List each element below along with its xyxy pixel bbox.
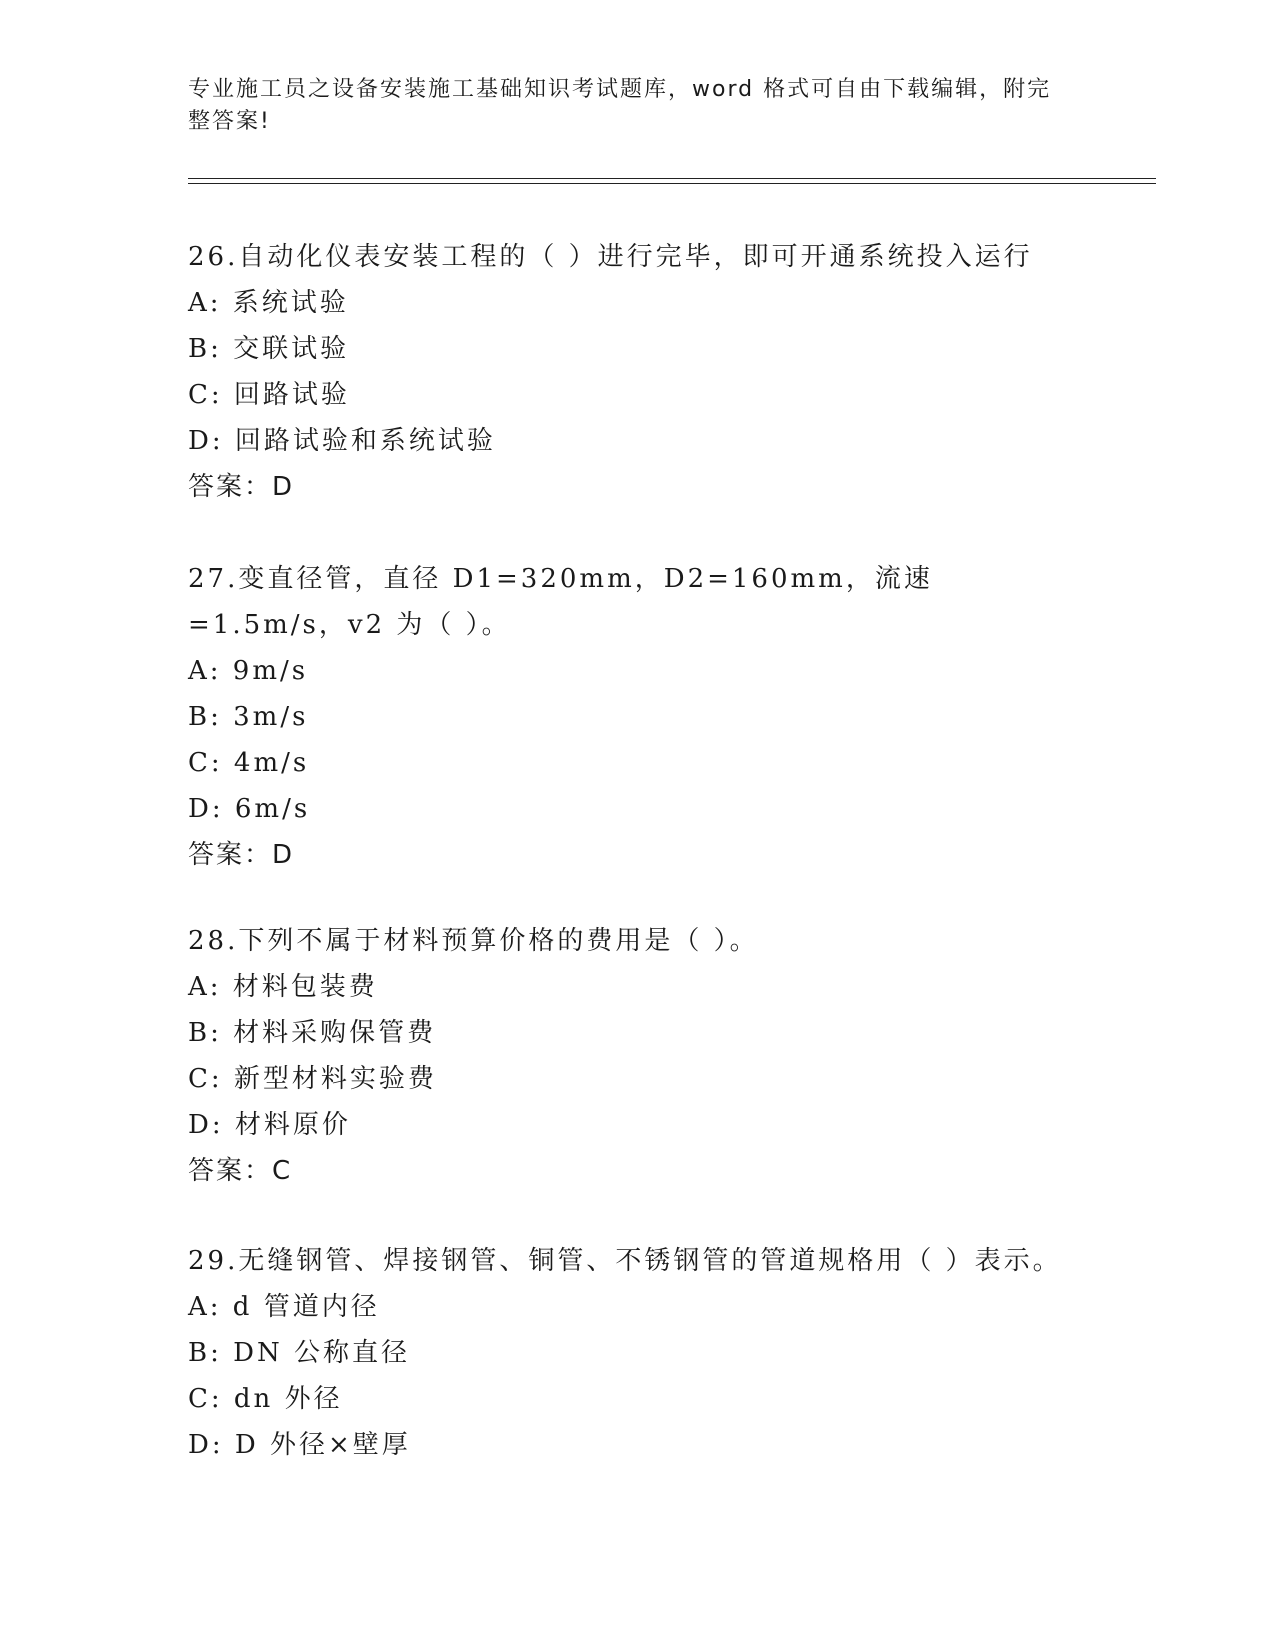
- option-d: D: D 外径×壁厚: [188, 1430, 411, 1460]
- answer: 答案：C: [188, 1156, 293, 1186]
- header-divider-top: [188, 178, 1156, 179]
- question-26: [188, 234, 1088, 510]
- option-c: C: 回路试验: [188, 380, 350, 410]
- question-title: 28.下列不属于材料预算价格的费用是（ ）。: [188, 926, 759, 956]
- option-c: C: dn 外径: [188, 1384, 343, 1414]
- option-a: A: 9m/s: [188, 656, 309, 686]
- document-header: 专业施工员之设备安装施工基础知识考试题库，word 格式可自由下载编辑，附完整答案!: [188, 77, 1052, 134]
- option-a: A: 材料包装费: [188, 972, 378, 1002]
- option-b: B: 材料采购保管费: [188, 1018, 437, 1048]
- question-28: [188, 918, 1088, 1194]
- option-b: B: 交联试验: [188, 334, 350, 364]
- question-title: 27.变直径管，直径 D1=320mm，D2=160mm，流速=1.5m/s，v2 为（ ）。: [188, 564, 933, 640]
- question-27: [188, 556, 1088, 878]
- option-a: A: 系统试验: [188, 288, 349, 318]
- option-d: D: 6m/s: [188, 794, 311, 824]
- question-title: 29.无缝钢管、焊接钢管、铜管、不锈钢管的管道规格用（ ）表示。: [188, 1246, 1062, 1276]
- option-c: C: 新型材料实验费: [188, 1064, 437, 1094]
- option-d: D: 材料原价: [188, 1110, 351, 1140]
- question-29: [188, 1238, 1088, 1468]
- option-c: C: 4m/s: [188, 748, 310, 778]
- answer: 答案：D: [188, 840, 295, 870]
- option-b: B: 3m/s: [188, 702, 309, 732]
- question-title: 26.自动化仪表安装工程的（ ）进行完毕，即可开通系统投入运行: [188, 242, 1033, 272]
- option-a: A: d 管道内径: [188, 1292, 380, 1322]
- option-b: B: DN 公称直径: [188, 1338, 410, 1368]
- answer: 答案：D: [188, 472, 295, 502]
- option-d: D: 回路试验和系统试验: [188, 426, 496, 456]
- header-divider-bottom: [188, 183, 1156, 184]
